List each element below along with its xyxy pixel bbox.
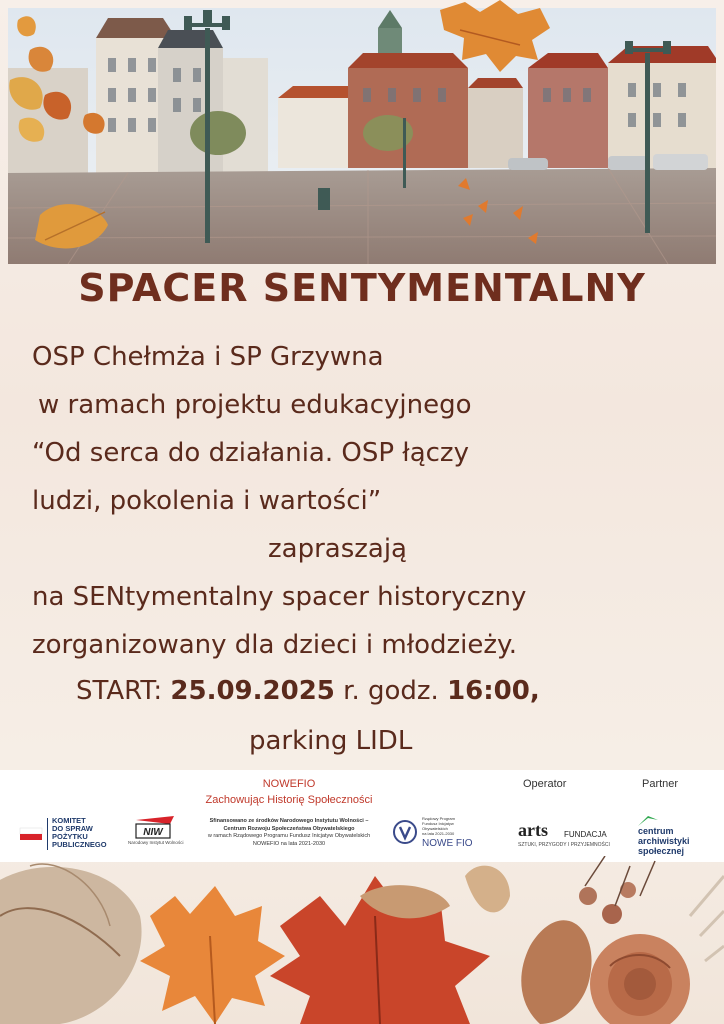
body-line-invite: zapraszają [268,534,407,564]
arts-foundation-logo [516,820,616,854]
arts-wordmark: arts [518,820,548,840]
centrum-line-3: społecznej [638,846,685,856]
funding-statement [196,818,382,848]
arts-fundacja: FUNDACJA [564,830,607,839]
start-line [76,676,540,706]
niw-caption: Narodowy Instytut Wolności [128,840,184,845]
komitet-line-3: POŻYTKU [52,832,88,841]
komitet-logo [18,816,118,852]
body-line-project: w ramach projektu edukacyjnego [38,390,472,420]
nowe-fio-logo [392,814,488,856]
komitet-line-2: DO SPRAW [52,824,93,833]
nowe-fio-small-4: na lata 2021-2030 [422,831,455,836]
autumn-leaves-decoration [0,0,130,270]
nowe-fio-small-1: Rządowy Program [422,816,455,821]
niw-text: NIW [143,827,163,838]
event-date: 25.09.2025 [170,676,335,706]
maple-leaf-decoration [420,0,570,80]
body-line-walk: na SENtymentalny spacer historyczny [32,582,527,612]
nowe-fio-text: NOWE FIO [422,838,473,849]
body-line-organizers: OSP Chełmża i SP Grzywna [32,342,384,372]
nowe-fio-small-2: Fundusz Inicjatyw [422,821,454,826]
funding-line-2: Centrum Rozwoju Społeczeństwa Obywatelskiego [223,825,355,832]
program-subtitle: Zachowując Historię Społeczności [205,794,373,806]
nowe-fio-emblem-icon [392,818,418,848]
body-line-project-title-2: ludzi, pokolenia i wartości” [32,486,382,516]
event-time: 16:00, [447,676,540,706]
sponsor-logo-strip [0,770,724,862]
centrum-line-2: archiwistyki [638,836,690,846]
centrum-archiwistyki-logo [634,814,714,858]
nowe-fio-small-3: Obywatelskich [422,826,448,831]
funding-line-1: Sfinansowano ze środków Narodowego Instytutu Wolności – [209,818,369,824]
body-line-audience: zorganizowany dla dzieci i młodzieży. [32,630,517,660]
event-place: parking LIDL [249,726,413,756]
polish-flag-icon [18,816,48,852]
body-line-project-title-1: “Od serca do działania. OSP łączy [32,438,469,468]
operator-label: Operator [523,778,567,790]
partner-label: Partner [642,778,679,790]
autumn-foliage-decoration [0,856,724,1024]
arts-tagline: SZTUKI, PRZYGODY I PRZYJEMNOŚCI [518,842,610,848]
niw-logo [130,812,180,854]
centrum-line-1: centrum [638,826,674,836]
date-suffix: r. godz. [343,676,439,706]
program-name: NOWEFIO [262,778,316,790]
komitet-line-1: KOMITET [52,816,86,825]
page-title: SPACER SENTYMENTALNY [78,266,646,310]
komitet-line-4: PUBLICZNEGO [52,840,107,849]
start-label: START: [76,676,163,706]
funding-line-3: w ramach Rządowego Programu Fundusz Inicjatyw Obywatelskich [207,833,371,839]
funding-line-4: NOWEFIO na lata 2021-2030 [252,840,326,847]
